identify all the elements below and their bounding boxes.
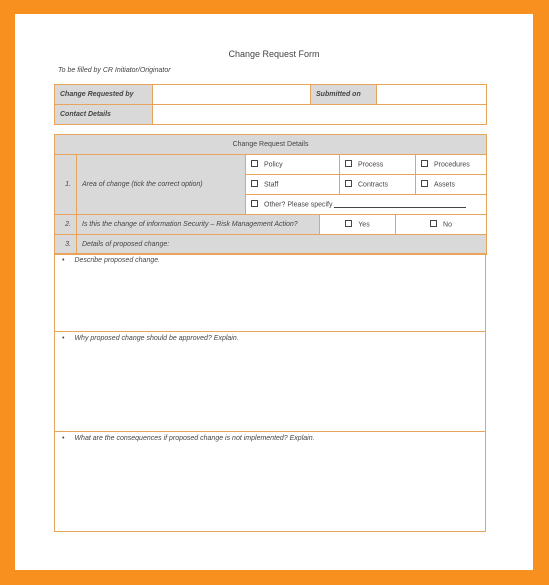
consequences-area[interactable] <box>55 432 486 532</box>
option-no[interactable]: No <box>396 215 487 235</box>
submitted-on-label: Submitted on <box>311 85 377 105</box>
q2-number: 2. <box>55 215 77 235</box>
checkbox-icon[interactable] <box>251 160 258 167</box>
option-assets[interactable]: Assets <box>416 175 487 195</box>
form-subtitle: To be filled by CR Initiator/Originator <box>58 67 171 74</box>
checkbox-icon[interactable] <box>251 200 258 207</box>
option-procedures[interactable]: Procedures <box>416 155 487 175</box>
option-contracts[interactable]: Contracts <box>340 175 416 195</box>
checkbox-icon[interactable] <box>251 180 258 187</box>
describe-change-area[interactable] <box>55 254 486 332</box>
proposal-text-areas <box>54 253 486 532</box>
form-page <box>15 14 533 570</box>
approval-reason-area[interactable] <box>55 332 486 432</box>
q1-label: Area of change (tick the correct option) <box>77 155 246 215</box>
contact-details-label: Contact Details <box>55 105 153 125</box>
checkbox-icon[interactable] <box>345 220 352 227</box>
q2-label: Is this the change of information Security – Risk Management Action? <box>77 215 320 235</box>
details-table <box>54 134 487 255</box>
consequences-prompt: • What are the consequences if proposed change is not implemented? Explain. <box>60 435 315 442</box>
checkbox-icon[interactable] <box>430 220 437 227</box>
approval-reason-prompt: • Why proposed change should be approved? Explain. <box>60 335 239 342</box>
option-policy[interactable]: Policy <box>246 155 340 175</box>
contact-details-field[interactable] <box>153 105 487 125</box>
describe-change-prompt: • Describe proposed change. <box>60 257 160 264</box>
option-other[interactable]: Other? Please specify <box>246 195 487 215</box>
q1-number: 1. <box>55 155 77 215</box>
submitted-on-field[interactable] <box>377 85 487 105</box>
other-specify-line[interactable] <box>334 201 466 208</box>
q3-number: 3. <box>55 235 77 255</box>
option-yes[interactable]: Yes <box>320 215 396 235</box>
form-title: Change Request Form <box>228 49 320 59</box>
option-process[interactable]: Process <box>340 155 416 175</box>
checkbox-icon[interactable] <box>345 180 352 187</box>
checkbox-icon[interactable] <box>421 180 428 187</box>
checkbox-icon[interactable] <box>421 160 428 167</box>
q3-label: Details of proposed change: <box>77 235 487 255</box>
change-requested-by-field[interactable] <box>153 85 311 105</box>
details-heading: Change Request Details <box>55 135 487 155</box>
change-requested-by-label: Change Requested by <box>55 85 153 105</box>
requester-table <box>54 84 487 125</box>
option-staff[interactable]: Staff <box>246 175 340 195</box>
checkbox-icon[interactable] <box>345 160 352 167</box>
